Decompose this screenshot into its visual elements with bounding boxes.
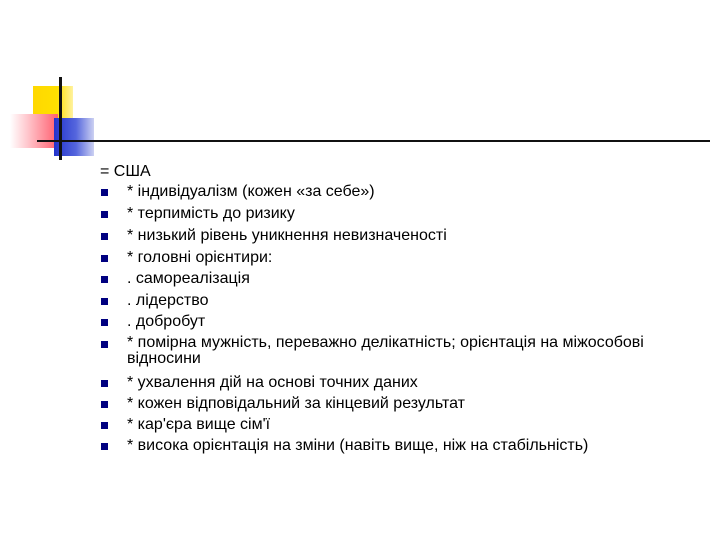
square-bullet-icon <box>101 380 108 387</box>
list-item-text: * терпимість до ризику <box>127 205 295 222</box>
square-bullet-icon <box>101 319 108 326</box>
square-bullet-icon <box>101 211 108 218</box>
square-bullet-icon <box>101 401 108 408</box>
list-item-text: * висока орієнтація на зміни (навіть вище, ніж на стабільність) <box>127 437 589 454</box>
square-bullet-icon <box>101 276 108 283</box>
list-item-text: * ухвалення дій на основі точних даних <box>127 374 418 391</box>
list-item-text: * помірна мужність, переважно делікатність; орієнтація на міжособові відносини <box>127 334 644 367</box>
square-bullet-icon <box>101 233 108 240</box>
square-bullet-icon <box>101 255 108 262</box>
list-item-text: . добробут <box>127 313 206 330</box>
slide-heading: = США <box>100 163 151 180</box>
square-bullet-icon <box>101 189 108 196</box>
square-bullet-icon <box>101 443 108 450</box>
list-item-text: * низький рівень уникнення невизначеності <box>127 227 447 244</box>
list-item-text: * головні орієнтири: <box>127 249 273 266</box>
square-bullet-icon <box>101 298 108 305</box>
list-item-text: * кар'єра вище сім'ї <box>127 416 271 433</box>
list-item-text: . самореалізація <box>127 270 250 287</box>
square-bullet-icon <box>101 341 108 348</box>
list-item-text: * кожен відповідальний за кінцевий результат <box>127 395 465 412</box>
list-item-text: * індивідуалізм (кожен «за себе») <box>127 183 375 200</box>
square-bullet-icon <box>101 422 108 429</box>
list-item-text: . лідерство <box>127 292 209 309</box>
